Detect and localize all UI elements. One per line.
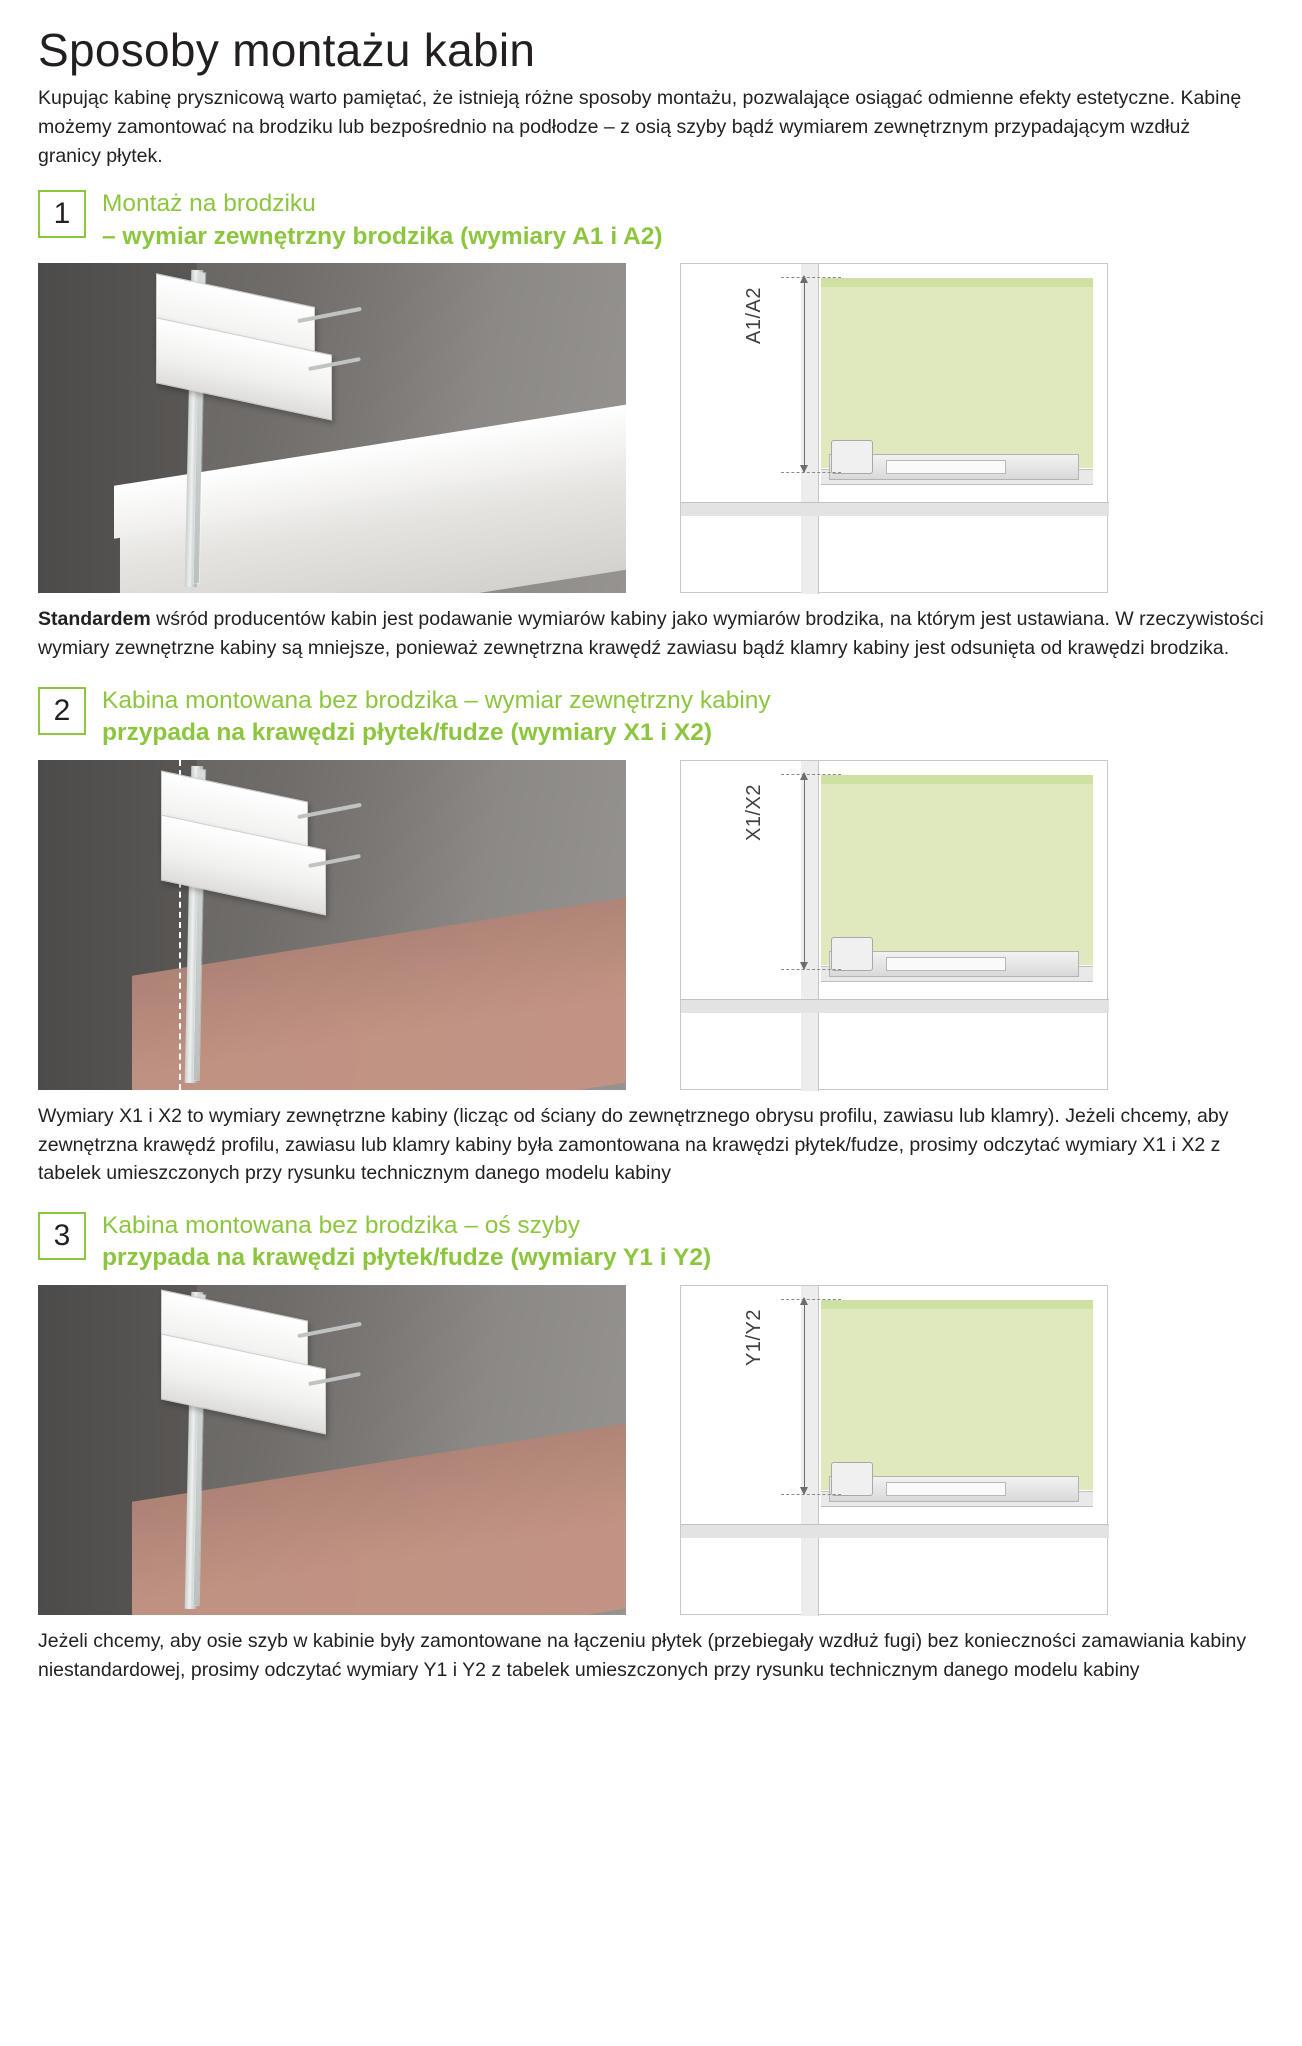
- section-3-heading: [102, 1210, 711, 1275]
- section-2-heading: [102, 685, 771, 750]
- section-1-number: 1: [38, 190, 86, 238]
- diagram-glass-top-edge: [821, 278, 1093, 287]
- diagram-glass-top-edge: [821, 775, 1093, 784]
- diagram-dimension-arrow: [804, 773, 805, 969]
- section-2-number: 2: [38, 687, 86, 735]
- diagram-clamp: [831, 1462, 873, 1496]
- page-title: Sposoby montażu kabin: [38, 24, 536, 76]
- diagram-clamp: [831, 440, 873, 474]
- section-1-caption-strong: Standardem: [38, 608, 151, 631]
- section-3-diagram: [680, 1285, 1108, 1615]
- diagram-tick-bottom: [781, 1494, 841, 1495]
- section-2-dimension-label: X1/X2: [743, 783, 765, 841]
- diagram-floor: [681, 1524, 1109, 1538]
- section-3-number: 3: [38, 1212, 86, 1260]
- section-1-heading: [102, 188, 663, 253]
- diagram-floor: [681, 502, 1109, 516]
- section-1-dimension-label: A1/A2: [743, 287, 765, 345]
- diagram-tick-top: [781, 277, 841, 278]
- section-1-header: [38, 188, 1264, 253]
- diagram-profile-inner: [886, 957, 1006, 971]
- section-2-header: [38, 685, 1264, 750]
- section-1-caption: [38, 605, 1264, 662]
- diagram-profile-inner: [886, 1482, 1006, 1496]
- section-3-heading-line1: Kabina montowana bez brodzika – oś szyby: [102, 1211, 581, 1239]
- diagram-glass-top-edge: [821, 1300, 1093, 1309]
- diagram-tick-bottom: [781, 969, 841, 970]
- section-3-caption: Jeżeli chcemy, aby osie szyb w kabinie były zamontowane na łączeniu płytek (przebiegały wzdłuż fugi) bez konieczności zamawiania kabiny niestandardowej, prosimy odczytać wymiary Y1 i Y2 z tabelek umieszczonych przy rysunku technicznym danego modelu kabiny: [38, 1630, 1247, 1681]
- section-3-header: [38, 1210, 1264, 1275]
- section-2-figures: [38, 760, 1264, 1090]
- diagram-dimension-arrow: [804, 276, 805, 472]
- diagram-floor: [681, 999, 1109, 1013]
- diagram-profile-inner: [886, 460, 1006, 474]
- section-1-heading-line1: Montaż na brodziku: [102, 190, 316, 218]
- section-2-photo: [38, 760, 626, 1090]
- diagram-tick-top: [781, 774, 841, 775]
- section-1-caption-text: wśród producentów kabin jest podawanie wymiarów kabiny jako wymiarów brodzika, na którym jest ustawiana. W rzeczywistości wymiary zewnętrzne kabiny są mniejsze, ponieważ zewnętrzna krawędź zawiasu bądź klamry kabiny jest odsunięta od krawędzi brodzika.: [38, 608, 1264, 660]
- section-1-figures: [38, 263, 1264, 593]
- diagram-dimension-arrow: [804, 1298, 805, 1494]
- diagram-tick-bottom: [781, 472, 841, 473]
- section-2-heading-line2: przypada na krawędzi płytek/fudze (wymiary X1 i X2): [102, 719, 712, 747]
- section-2-diagram: [680, 760, 1108, 1090]
- section-2-heading-line1: Kabina montowana bez brodzika – wymiar zewnętrzny kabiny: [102, 686, 771, 714]
- section-1-photo: [38, 263, 626, 593]
- section-2-caption: Wymiary X1 i X2 to wymiary zewnętrzne kabiny (licząc od ściany do zewnętrznego obrysu profilu, zawiasu lub klamry). Jeżeli chcemy, aby zewnętrzna krawędź profilu, zawiasu lub klamry kabiny była zamontowana na krawędzi płytek/fudze, prosimy odczytać wymiary X1 i X2 z tabelek umieszczonych przy rysunku technicznym danego modelu kabiny: [38, 1104, 1229, 1185]
- section-3-figures: [38, 1285, 1264, 1615]
- section-3-dimension-label: Y1/Y2: [743, 1309, 765, 1367]
- section-1-diagram: [680, 263, 1108, 593]
- section-3-photo: [38, 1285, 626, 1615]
- diagram-clamp: [831, 937, 873, 971]
- diagram-tick-top: [781, 1299, 841, 1300]
- section-1-heading-line2: – wymiar zewnętrzny brodzika (wymiary A1 i A2): [102, 222, 663, 250]
- section-3-heading-line2: przypada na krawędzi płytek/fudze (wymiary Y1 i Y2): [102, 1244, 712, 1272]
- intro-paragraph: Kupując kabinę prysznicową warto pamiętać, że istnieją różne sposoby montażu, pozwalające osiągać odmienne efekty estetyczne. Kabinę możemy zamontować na brodziku lub bezpośrednio na podłodze – z osią szyby bądź wymiarem zewnętrznym przypadającym wzdłuż granicy płytek.: [38, 87, 1242, 167]
